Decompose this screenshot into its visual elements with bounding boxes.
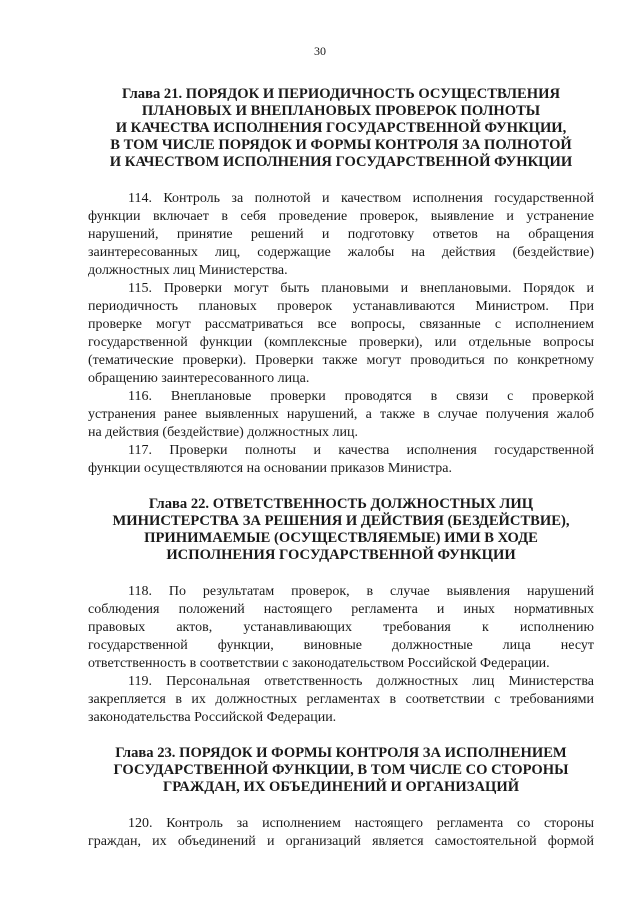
text-line: 119. Персональная ответственность должностных лиц Министерства — [128, 674, 594, 689]
text-line: правовых актов, устанавливающих требования к исполнению — [88, 620, 594, 635]
heading-line: ГРАЖДАН, ИХ ОБЪЕДИНЕНИЙ И ОРГАНИЗАЦИЙ — [162, 779, 520, 795]
chapter-23-heading — [88, 745, 594, 796]
page-number: 30 — [314, 44, 326, 58]
text-line: 114. Контроль за полнотой и качеством исполнения государственной — [128, 191, 594, 206]
text-line: заинтересованных лиц, содержащие жалобы на действия (бездействие) — [88, 245, 594, 260]
heading-line: Глава 23. ПОРЯДОК И ФОРМЫ КОНТРОЛЯ ЗА ИСПОЛНЕНИЕМ — [115, 745, 567, 761]
text-line: законодательства Российской Федерации. — [88, 710, 337, 725]
paragraph-114 — [88, 190, 594, 280]
text-line: (тематические проверки). Проверки также могут проводиться по конкретному — [88, 353, 594, 368]
chapter-21-heading — [88, 86, 594, 171]
heading-line: И КАЧЕСТВА ИСПОЛНЕНИЯ ГОСУДАРСТВЕННОЙ ФУНКЦИИ, — [115, 120, 567, 136]
text-line: периодичность плановых проверок устанавливаются Министром. При — [88, 299, 594, 314]
heading-line: ГОСУДАРСТВЕННОЙ ФУНКЦИИ, В ТОМ ЧИСЛЕ СО СТОРОНЫ — [113, 762, 569, 778]
heading-line: Глава 21. ПОРЯДОК И ПЕРИОДИЧНОСТЬ ОСУЩЕСТВЛЕНИЯ — [121, 86, 561, 102]
chapter-22-heading — [88, 496, 594, 564]
text-line: государственной функции (комплексные проверки), или отдельные вопросы — [88, 335, 594, 350]
paragraph-115 — [88, 280, 594, 388]
text-line: должностных лиц Министерства. — [88, 263, 288, 278]
heading-line: МИНИСТЕРСТВА ЗА РЕШЕНИЯ И ДЕЙСТВИЯ (БЕЗДЕЙСТВИЕ), — [112, 513, 570, 529]
text-line: 115. Проверки могут быть плановыми и внеплановыми. Порядок и — [128, 281, 594, 296]
heading-line: И КАЧЕСТВОМ ИСПОЛНЕНИЯ ГОСУДАРСТВЕННОЙ ФУНКЦИИ — [109, 154, 573, 170]
document-body — [88, 86, 594, 851]
heading-line: ПРИНИМАЕМЫЕ (ОСУЩЕСТВЛЯЕМЫЕ) ИМИ В ХОДЕ — [144, 530, 538, 546]
text-line: проверке могут рассматриваться все вопросы, связанные с исполнением — [88, 317, 594, 332]
text-line: закрепляется в их должностных регламентах в соответствии с требованиями — [88, 692, 594, 707]
text-line: устранения ранее выявленных нарушений, а также в случае получения жалоб — [88, 407, 594, 422]
text-line: государственной функции, виновные должностные лица несут — [88, 638, 594, 653]
paragraph-117 — [88, 442, 594, 478]
text-line: граждан, их объединений и организаций является самостоятельной формой — [88, 834, 594, 849]
heading-line: ИСПОЛНЕНИЯ ГОСУДАРСТВЕННОЙ ФУНКЦИИ — [166, 547, 516, 563]
text-line: обращению заинтересованного лица. — [88, 371, 310, 386]
text-line: соблюдения положений настоящего регламента и иных нормативных — [88, 602, 594, 617]
text-line: на действия (бездействие) должностных лиц. — [88, 425, 358, 440]
text-line: 118. По результатам проверок, в случае выявления нарушений — [128, 584, 594, 599]
heading-line: В ТОМ ЧИСЛЕ ПОРЯДОК И ФОРМЫ КОНТРОЛЯ ЗА ПОЛНОТОЙ — [110, 137, 572, 153]
text-line: функции включает в себя проведение проверок, выявление и устранение — [88, 209, 594, 224]
paragraph-116 — [88, 388, 594, 442]
paragraph-118 — [88, 583, 594, 673]
paragraph-119 — [88, 673, 594, 727]
text-line: 120. Контроль за исполнением настоящего регламента со стороны — [128, 816, 594, 831]
heading-line: Глава 22. ОТВЕТСТВЕННОСТЬ ДОЛЖНОСТНЫХ ЛИЦ — [148, 496, 534, 512]
text-line: 117. Проверки полноты и качества исполнения государственной — [128, 443, 594, 458]
text-line: нарушений, принятие решений и подготовку ответов на обращения — [88, 227, 594, 242]
text-line: функции осуществляются на основании приказов Министра. — [88, 461, 452, 476]
heading-line: ПЛАНОВЫХ И ВНЕПЛАНОВЫХ ПРОВЕРОК ПОЛНОТЫ — [141, 103, 541, 119]
text-line: ответственность в соответствии с законодательством Российской Федерации. — [88, 656, 550, 671]
paragraph-120 — [88, 815, 594, 851]
text-line: 116. Внеплановые проверки проводятся в связи с проверкой — [128, 389, 594, 404]
